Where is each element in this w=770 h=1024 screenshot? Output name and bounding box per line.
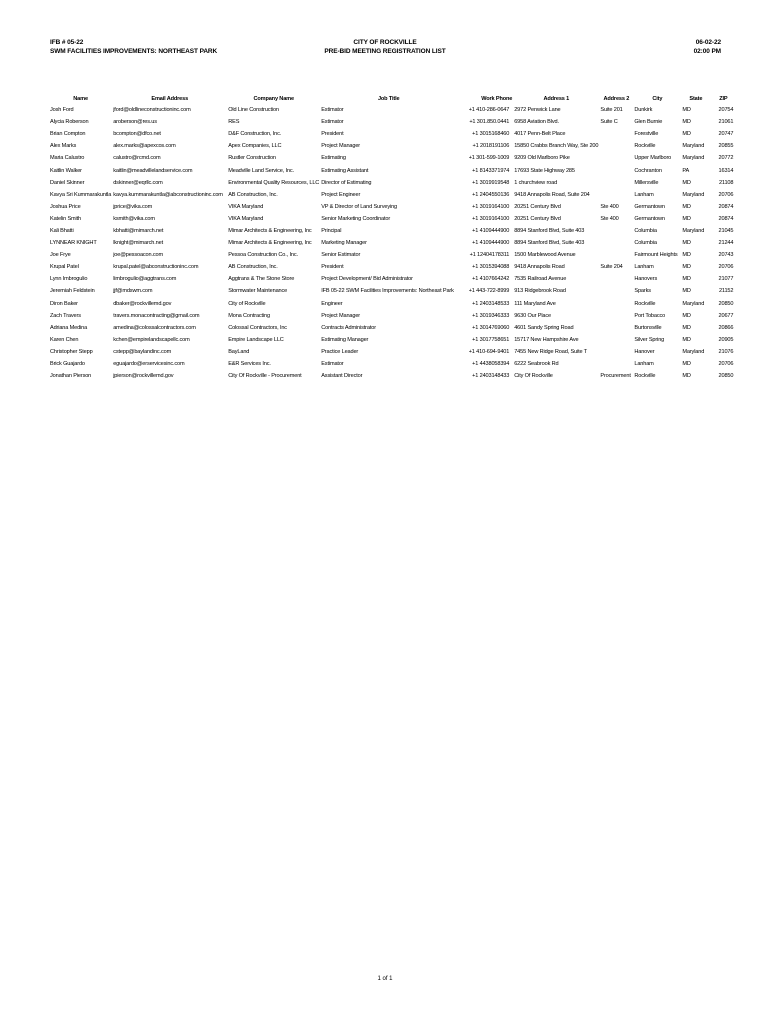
cell-zip: 20866 <box>718 324 734 331</box>
cell-zip: 21045 <box>718 227 734 234</box>
cell-address-1: 4601 Sandy Spring Road <box>514 324 574 331</box>
cell-city: Cochranton <box>634 167 662 174</box>
table-row <box>49 237 736 249</box>
cell-email: krupal.patel@abconstructioninc.com <box>113 264 199 271</box>
document-header-right <box>694 38 721 56</box>
cell-company: Colossal Contractors, Inc <box>228 324 287 331</box>
cell-zip: 21152 <box>718 288 734 295</box>
cell-city: Forestville <box>634 131 659 138</box>
cell-work-phone: +1 410-286-0647 <box>468 107 510 114</box>
cell-email: kbhatti@mimarch.net <box>113 227 164 234</box>
cell-name: Kavya Sri Kummarakuntla <box>50 191 112 198</box>
cell-city: Hanovers <box>634 276 658 283</box>
cell-zip: 20850 <box>718 300 734 307</box>
cell-address-2: Ste 400 <box>600 215 619 222</box>
cell-name: Diron Baker <box>50 300 78 307</box>
cell-job-title: Marketing Manager <box>321 240 367 247</box>
cell-zip: 21244 <box>718 240 734 247</box>
cell-name: Kali Bhatti <box>50 227 74 234</box>
cell-email: dskinner@eqrllc.com <box>113 179 163 186</box>
cell-work-phone: +1 4109444900 <box>472 240 510 247</box>
cell-name: Alycia Roberson <box>50 119 89 126</box>
cell-email: bcompton@dfco.net <box>113 131 161 138</box>
cell-address-2: Suite 204 <box>600 264 623 271</box>
cell-address-1: 17693 State Highway 285 <box>514 167 575 174</box>
cell-work-phone: +1 2403148433 <box>472 373 510 380</box>
cell-email: kavya.kummarakuntla@abconstructioninc.com <box>113 191 223 198</box>
cell-city: Dunkirk <box>634 107 653 114</box>
cell-address-1: 9418 Annapolis Road, Suite 204 <box>514 191 590 198</box>
cell-city: Lanham <box>634 361 654 368</box>
cell-work-phone: +1 410-694-9401 <box>468 348 510 355</box>
table-row <box>49 310 736 322</box>
cell-work-phone: +1 2404550136 <box>472 191 510 198</box>
table-row <box>49 261 736 273</box>
cell-email: kaitlin@meadvillelandservice.com <box>113 167 193 174</box>
column-header-email: Email Address <box>151 96 189 102</box>
cell-email: eguajardo@erservicesinc.com <box>113 361 185 368</box>
cell-email: calustro@rcmd.com <box>113 155 161 162</box>
cell-company: Empire Landscape LLC <box>228 336 284 343</box>
column-header-name: Name <box>73 96 88 102</box>
cell-name: Lynn Imbrogulio <box>50 276 88 283</box>
cell-state: PA <box>682 167 690 174</box>
cell-address-2 <box>599 298 633 310</box>
cell-work-phone: +1 3015394088 <box>472 264 510 271</box>
cell-city: Columbia <box>634 227 657 234</box>
organization-name: CITY OF ROCKVILLE <box>353 39 417 46</box>
cell-zip: 20905 <box>718 336 734 343</box>
cell-state: MD <box>682 373 691 380</box>
cell-name: Kaitlin Walker <box>50 167 82 174</box>
cell-work-phone: +1 4438058394 <box>472 361 510 368</box>
cell-state: Maryland <box>682 191 705 198</box>
cell-zip: 20855 <box>718 143 734 150</box>
cell-state: Maryland <box>682 155 705 162</box>
table-row <box>49 322 736 334</box>
cell-address-1: 15850 Crabbs Branch Way, Ste 200 <box>514 143 599 150</box>
table-header-row <box>49 94 736 104</box>
cell-work-phone: +1 12404178311 <box>469 252 510 259</box>
cell-name: Brian Compton <box>50 131 86 138</box>
cell-company: D&F Construction, Inc. <box>228 131 282 138</box>
cell-company: Mona Contracting <box>228 312 270 319</box>
table-row <box>49 370 736 382</box>
cell-name: Jeremiah Feldstein <box>50 288 95 295</box>
column-header-company: Company Name <box>253 96 294 102</box>
cell-job-title: Project Development/ Bid Administrator <box>321 276 413 283</box>
cell-job-title: Director of Estimating <box>321 179 372 186</box>
cell-city: Germantown <box>634 203 665 210</box>
cell-state: Maryland <box>682 227 705 234</box>
cell-state: MD <box>682 240 691 247</box>
cell-city: Fairmount Heights <box>634 252 678 259</box>
cell-address-1: 9418 Annapolis Road <box>514 264 565 271</box>
cell-name: Zach Travers <box>50 312 81 319</box>
cell-job-title: Estimating Manager <box>321 336 369 343</box>
cell-company: Apex Companies, LLC <box>228 143 282 150</box>
table-row <box>49 346 736 358</box>
cell-job-title: President <box>321 131 344 138</box>
cell-address-2 <box>599 358 633 370</box>
cell-address-1: 1 churchview road <box>514 179 558 186</box>
cell-address-2 <box>599 164 633 176</box>
cell-address-1: 8894 Stanford Blvd, Suite 403 <box>514 227 585 234</box>
cell-state: MD <box>682 264 691 271</box>
cell-company: Aggtrans & The Stone Store <box>228 276 295 283</box>
cell-address-2 <box>599 249 633 261</box>
cell-company: Stormwater Maintenance <box>228 288 288 295</box>
cell-state: MD <box>682 324 691 331</box>
cell-zip: 20850 <box>718 373 734 380</box>
cell-city: Lanham <box>634 264 654 271</box>
table-row <box>49 189 736 201</box>
cell-address-2 <box>599 177 633 189</box>
cell-job-title: Project Engineer <box>321 191 361 198</box>
meeting-time: 02:00 PM <box>693 48 721 55</box>
cell-name: Christopher Stepp <box>50 348 93 355</box>
cell-zip: 20874 <box>718 203 734 210</box>
cell-company: Mimar Architects & Engineering, Inc <box>228 240 312 247</box>
cell-state: MD <box>682 215 691 222</box>
cell-city: Rockville <box>634 300 656 307</box>
cell-work-phone: +1 4109444900 <box>472 227 510 234</box>
cell-job-title: IFB 05-22 SWM Facilities Improvements: Northeast Park <box>321 288 454 295</box>
cell-job-title: Estimator <box>321 119 344 126</box>
cell-company: City Of Rockville - Procurement <box>228 373 302 380</box>
cell-job-title: VP & Director of Land Surveying <box>321 203 397 210</box>
cell-job-title: Senior Marketing Coordinator <box>321 215 391 222</box>
cell-address-1: 6222 Seabrook Rd <box>514 361 559 368</box>
cell-city: Hanover <box>634 348 655 355</box>
cell-city: Germantown <box>634 215 665 222</box>
cell-email: jford@oldlineconstructioninc.com <box>113 107 191 114</box>
cell-company: RES <box>228 119 240 126</box>
cell-address-1: 6958 Aviation Blvd. <box>514 119 559 126</box>
cell-work-phone: +1 3017758651 <box>472 336 510 343</box>
cell-address-2 <box>599 128 633 140</box>
cell-state: MD <box>682 312 691 319</box>
cell-job-title: Practice Leader <box>321 348 359 355</box>
cell-zip: 16314 <box>718 167 734 174</box>
cell-address-1: 8894 Stanford Blvd, Suite 403 <box>514 240 585 247</box>
document-header-center <box>0 38 770 56</box>
cell-job-title: Estimator <box>321 361 344 368</box>
table-row <box>49 152 736 164</box>
cell-email: kchen@empirelandscapellc.com <box>113 336 190 343</box>
cell-job-title: Senior Estimator <box>321 252 361 259</box>
column-header-state: State <box>689 96 703 102</box>
cell-zip: 21108 <box>718 179 734 186</box>
table-row <box>49 273 736 285</box>
cell-city: Glen Burnie <box>634 119 663 126</box>
table-row <box>49 140 736 152</box>
column-header-address-2: Address 2 <box>603 96 630 102</box>
cell-address-1: 9209 Old Marlboro Pike <box>514 155 570 162</box>
table-row <box>49 128 736 140</box>
cell-name: Maria Calustro <box>50 155 85 162</box>
cell-state: MD <box>682 288 691 295</box>
cell-job-title: Principal <box>321 227 342 234</box>
cell-address-1: 9630 Our Place <box>514 312 551 319</box>
project-title: SWM FACILITIES IMPROVEMENTS: NORTHEAST PARK <box>50 48 218 55</box>
cell-name: LYNNEAR KNIGHT <box>50 240 97 247</box>
cell-city: Rockville <box>634 143 656 150</box>
column-header-city: City <box>652 96 663 102</box>
cell-email: jpierson@rockvillemd.gov <box>113 373 174 380</box>
cell-company: BayLand <box>228 348 250 355</box>
cell-address-1: 7535 Railroad Avenue <box>514 276 567 283</box>
table-row <box>49 213 736 225</box>
cell-email: amedina@colossalcontractors.com <box>113 324 196 331</box>
cell-state: MD <box>682 119 691 126</box>
cell-company: AB Construction, Inc. <box>228 191 278 198</box>
table-row <box>49 164 736 176</box>
table-row <box>49 225 736 237</box>
table-row <box>49 201 736 213</box>
cell-email: travers.monacontracting@gmail.com <box>113 312 200 319</box>
cell-address-2: Suite 201 <box>600 107 623 114</box>
cell-state: MD <box>682 336 691 343</box>
cell-address-2 <box>599 273 633 285</box>
cell-city: Upper Marlboro <box>634 155 672 162</box>
cell-company: Rustler Construction <box>228 155 276 162</box>
cell-state: MD <box>682 203 691 210</box>
cell-email: joe@pessoacon.com <box>113 252 163 259</box>
cell-job-title: Estimating Assistant <box>321 167 369 174</box>
cell-address-2 <box>599 285 633 297</box>
column-header-zip: ZIP <box>719 96 728 102</box>
cell-zip: 20706 <box>718 264 734 271</box>
column-header-address-1: Address 1 <box>543 96 570 102</box>
cell-name: Adriana Medina <box>50 324 88 331</box>
cell-address-1: 2972 Penwick Lane <box>514 107 561 114</box>
cell-work-phone: +1 3019164100 <box>472 203 510 210</box>
column-header-job-title: Job Title <box>377 96 400 102</box>
cell-name: Josh Ford <box>50 107 74 114</box>
cell-zip: 20754 <box>718 107 734 114</box>
cell-name: Jonathan Pierson <box>50 373 92 380</box>
cell-address-1: 913 Ridgebrook Road <box>514 288 566 295</box>
cell-work-phone: +1 3019919548 <box>472 179 510 186</box>
cell-work-phone: +1 301-599-1009 <box>468 155 510 162</box>
cell-city: Silver Spring <box>634 336 665 343</box>
table-row <box>49 285 736 297</box>
cell-address-1: 4017 Penn-Belt Place <box>514 131 566 138</box>
cell-city: Millersville <box>634 179 659 186</box>
cell-name: Brick Guajardo <box>50 361 85 368</box>
cell-address-2 <box>599 310 633 322</box>
cell-work-phone: +1 301.850.0441 <box>469 119 510 126</box>
cell-address-2 <box>599 322 633 334</box>
cell-address-1: City Of Rockville <box>514 373 553 380</box>
cell-name: Krupal Patel <box>50 264 79 271</box>
cell-job-title: Contracts Administrator <box>321 324 376 331</box>
cell-name: Daniel Skinner <box>50 179 85 186</box>
cell-zip: 20677 <box>718 312 734 319</box>
cell-address-2 <box>599 140 633 152</box>
cell-city: Columbia <box>634 240 657 247</box>
registration-table <box>49 94 736 382</box>
cell-address-2 <box>599 346 633 358</box>
cell-work-phone: +1 2018191106 <box>472 143 510 150</box>
cell-job-title: Assistant Director <box>321 373 363 380</box>
cell-email: dbaker@rockvillemd.gov <box>113 300 172 307</box>
cell-zip: 20706 <box>718 361 734 368</box>
cell-state: Maryland <box>682 348 705 355</box>
cell-address-2 <box>599 334 633 346</box>
cell-address-1: 111 Maryland Ave <box>514 300 556 307</box>
cell-state: Maryland <box>682 300 705 307</box>
cell-address-1: 20251 Century Blvd <box>514 203 561 210</box>
cell-work-phone: +1 3014769060 <box>472 324 510 331</box>
cell-company: AB Construction, Inc. <box>228 264 278 271</box>
cell-address-1: 1500 Marblewood Avenue <box>514 252 576 259</box>
cell-city: Lanham <box>634 191 654 198</box>
cell-work-phone: +1 3019164100 <box>472 215 510 222</box>
cell-company: Mimar Architects & Engineering, Inc <box>228 227 312 234</box>
cell-name: Joe Frye <box>50 252 71 259</box>
cell-address-2: Suite C <box>600 119 618 126</box>
cell-work-phone: +1 3015168460 <box>472 131 510 138</box>
cell-company: Meadville Land Service, Inc. <box>228 167 294 174</box>
cell-work-phone: +1 4107664242 <box>472 276 510 283</box>
cell-name: Alex Marks <box>50 143 77 150</box>
cell-email: jprice@vika.com <box>113 203 153 210</box>
cell-city: Sparks <box>634 288 651 295</box>
cell-zip: 21061 <box>718 119 734 126</box>
cell-zip: 20874 <box>718 215 734 222</box>
cell-email: lknight@mimarch.net <box>113 240 163 247</box>
cell-work-phone: +1 2403148533 <box>472 300 510 307</box>
cell-zip: 21077 <box>718 276 734 283</box>
cell-zip: 21076 <box>718 348 734 355</box>
cell-address-2 <box>599 152 633 164</box>
document-title: PRE-BID MEETING REGISTRATION LIST <box>324 48 446 55</box>
meeting-date: 06-02-22 <box>695 39 721 46</box>
cell-company: Pessoa Construction Co., Inc. <box>228 252 298 259</box>
cell-address-2 <box>599 189 633 201</box>
cell-job-title: Project Manager <box>321 312 361 319</box>
cell-zip: 20743 <box>718 252 734 259</box>
cell-email: jjf@mdswm.com <box>113 288 153 295</box>
cell-email: aroberson@res.us <box>113 119 157 126</box>
cell-state: Maryland <box>682 143 705 150</box>
ifb-number: IFB # 05-22 <box>50 39 84 46</box>
cell-state: MD <box>682 276 691 283</box>
cell-job-title: President <box>321 264 344 271</box>
table-row <box>49 249 736 261</box>
cell-city: Burtonsville <box>634 324 662 331</box>
cell-city: Port Tobacco <box>634 312 666 319</box>
cell-email: ksmith@vika.com <box>113 215 155 222</box>
cell-email: cstepp@baylandinc.com <box>113 348 172 355</box>
page-number: 1 of 1 <box>377 976 393 982</box>
cell-zip: 20772 <box>718 155 734 162</box>
cell-job-title: Estimating <box>321 155 346 162</box>
cell-company: City of Rockville <box>228 300 266 307</box>
cell-address-2: Procurement <box>600 373 631 380</box>
cell-job-title: Estimator <box>321 107 344 114</box>
cell-company: E&R Services Inc. <box>228 361 271 368</box>
table-row <box>49 116 736 128</box>
cell-zip: 20747 <box>718 131 734 138</box>
cell-job-title: Engineer <box>321 300 343 307</box>
cell-name: Karen Chen <box>50 336 79 343</box>
cell-address-2 <box>599 225 633 237</box>
table-row <box>49 358 736 370</box>
cell-email: limbrogulio@aggtrans.com <box>113 276 177 283</box>
cell-company: Old Line Construction <box>228 107 279 114</box>
table-row <box>49 298 736 310</box>
cell-address-1: 7455 New Ridge Road, Suite T <box>514 348 588 355</box>
table-row <box>49 104 736 116</box>
table-row <box>49 334 736 346</box>
cell-work-phone: +1 8143371974 <box>472 167 510 174</box>
cell-company: VIKA Maryland <box>228 215 264 222</box>
cell-city: Rockville <box>634 373 656 380</box>
cell-address-1: 15717 New Hampshire Ave <box>514 336 579 343</box>
cell-name: Joshua Price <box>50 203 81 210</box>
cell-address-1: 20251 Century Blvd <box>514 215 561 222</box>
cell-address-2 <box>599 237 633 249</box>
cell-state: MD <box>682 179 691 186</box>
cell-zip: 20706 <box>718 191 734 198</box>
cell-job-title: Project Manager <box>321 143 361 150</box>
cell-state: MD <box>682 361 691 368</box>
cell-company: VIKA Maryland <box>228 203 264 210</box>
cell-name: Katelin Smith <box>50 215 82 222</box>
cell-address-2: Ste 400 <box>600 203 619 210</box>
cell-work-phone: +1 443-722-8999 <box>468 288 510 295</box>
cell-email: alex.marks@apexcos.com <box>113 143 176 150</box>
table-row <box>49 177 736 189</box>
cell-state: MD <box>682 252 691 259</box>
cell-state: MD <box>682 107 691 114</box>
column-header-work-phone: Work Phone <box>481 96 513 102</box>
cell-state: MD <box>682 131 691 138</box>
cell-work-phone: +1 3019346333 <box>472 312 510 319</box>
cell-company: Environmental Quality Resources, LLC <box>228 179 320 186</box>
